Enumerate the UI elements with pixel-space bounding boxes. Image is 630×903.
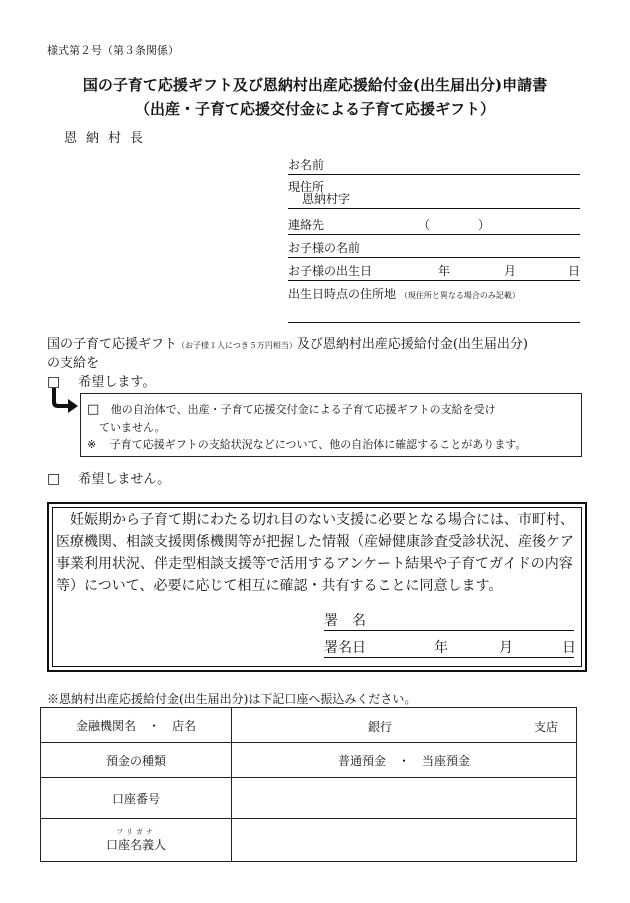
contact-label: 連絡先: [288, 218, 325, 232]
note-mark: ※: [87, 438, 97, 451]
lead-text-line2: の支給を: [47, 356, 100, 371]
sub-note-text: 子育て応援ギフトの支給状況などについて、他の自治体に確認することがあります。: [109, 438, 527, 451]
institution-label: 金融機関名 ・ 店名: [41, 708, 232, 743]
applicant-name-label: お名前: [288, 158, 325, 172]
birth-address-note: （現住所と異なる場合のみ記載）: [399, 291, 520, 300]
child-birthdate-field[interactable]: [288, 264, 580, 281]
child-name-label: お子様の名前: [288, 241, 361, 255]
address-prefix: 恩納村字: [302, 192, 351, 206]
signature-date-field[interactable]: [324, 637, 574, 658]
form-number: 様式第２号（第３条関係）: [47, 44, 179, 57]
branch-suffix: 支店: [533, 720, 558, 734]
sub-confirmation-box: [80, 393, 582, 457]
account-number-field[interactable]: [232, 778, 577, 819]
lead-text-line1: [47, 333, 528, 352]
applicant-name-field[interactable]: [288, 158, 580, 175]
signature-label: 署 名: [324, 613, 366, 629]
contact-field[interactable]: [288, 218, 580, 235]
no-wish-checkbox[interactable]: □: [47, 471, 61, 487]
birth-month-label: 月: [504, 264, 517, 278]
consent-text: 妊娠期から子育て期にわたる切れ目のない支援に必要となる場合には、市町村、医療機関、相談支援関係機関等が把握した情報（産婦健康診査受診状況、産後ケア事業利用状況、伴走型相談支援等で活用するアンケート結果や子育てガイドの内容等）について、必要に応じて相互に確認・共有することに同意します。: [56, 512, 574, 594]
option-no-wish[interactable]: [47, 468, 170, 487]
arrow-right-icon: [49, 386, 81, 414]
sub-check-text: 他の自治体で、出産・子育て応援交付金による子育て応援ギフトの支給を受け: [110, 403, 496, 416]
addressee: 恩納村長: [64, 131, 153, 146]
holder-label: 口座名義人: [105, 837, 166, 852]
sig-day-label: 日: [562, 640, 576, 656]
furigana-label: フリガナ: [116, 827, 156, 836]
signature-field[interactable]: [324, 610, 574, 631]
account-type-label: 預金の種類: [41, 743, 232, 778]
form-title: 国の子育て応援ギフト及び恩納村出産応援給付金(出生届出分)申請書: [82, 76, 548, 94]
table-row: [41, 708, 577, 743]
address-label: 現住所: [288, 180, 325, 194]
birth-address-label-row: [288, 285, 520, 302]
birth-address-field[interactable]: [288, 306, 580, 323]
table-row: [41, 778, 577, 819]
lead-part2: 及び恩納村出産応援給付金(出生届出分): [296, 337, 529, 352]
lead-note: （お子様１人につき５万円相当）: [177, 341, 297, 350]
account-type-options[interactable]: 普通預金 ・ 当座預金: [337, 753, 470, 768]
birth-day-label: 日: [568, 264, 581, 278]
table-row: [41, 819, 577, 862]
lead-part1: 国の子育て応援ギフト: [47, 337, 178, 352]
wish-checkbox[interactable]: □: [47, 374, 61, 390]
account-number-label: 口座番号: [41, 778, 232, 819]
sig-year-label: 年: [434, 640, 448, 656]
no-wish-label: 希望しません。: [78, 472, 171, 487]
wish-label: 希望します。: [78, 375, 156, 390]
address-field[interactable]: [288, 192, 580, 209]
contact-parens: （ ）: [418, 218, 491, 232]
bank-note: ※恩納村出産応援給付金(出生届出分)は下記口座へ振込みください。: [47, 692, 417, 706]
child-name-field[interactable]: [288, 241, 580, 258]
holder-label-cell: [41, 819, 232, 862]
form-subtitle: （出産・子育て応援交付金による子育て応援ギフト）: [134, 100, 495, 118]
table-row: [41, 743, 577, 778]
birth-address-label: 出生日時点の住所地: [288, 287, 397, 301]
holder-field[interactable]: [232, 819, 577, 862]
sub-note-row: [87, 436, 581, 452]
bank-suffix: 銀行: [368, 720, 393, 734]
sig-month-label: 月: [499, 640, 513, 656]
sub-check-row[interactable]: [87, 401, 577, 417]
institution-field[interactable]: [232, 708, 577, 743]
account-type-field[interactable]: [232, 743, 577, 778]
signature-date-label: 署名日: [324, 640, 366, 656]
bank-table: [40, 707, 577, 862]
consent-box: [47, 502, 587, 672]
child-birth-label: お子様の出生日: [288, 264, 373, 278]
sub-checkbox[interactable]: □: [87, 402, 100, 417]
birth-year-label: 年: [438, 264, 451, 278]
sub-check-text-cont: ていません。: [99, 421, 166, 434]
